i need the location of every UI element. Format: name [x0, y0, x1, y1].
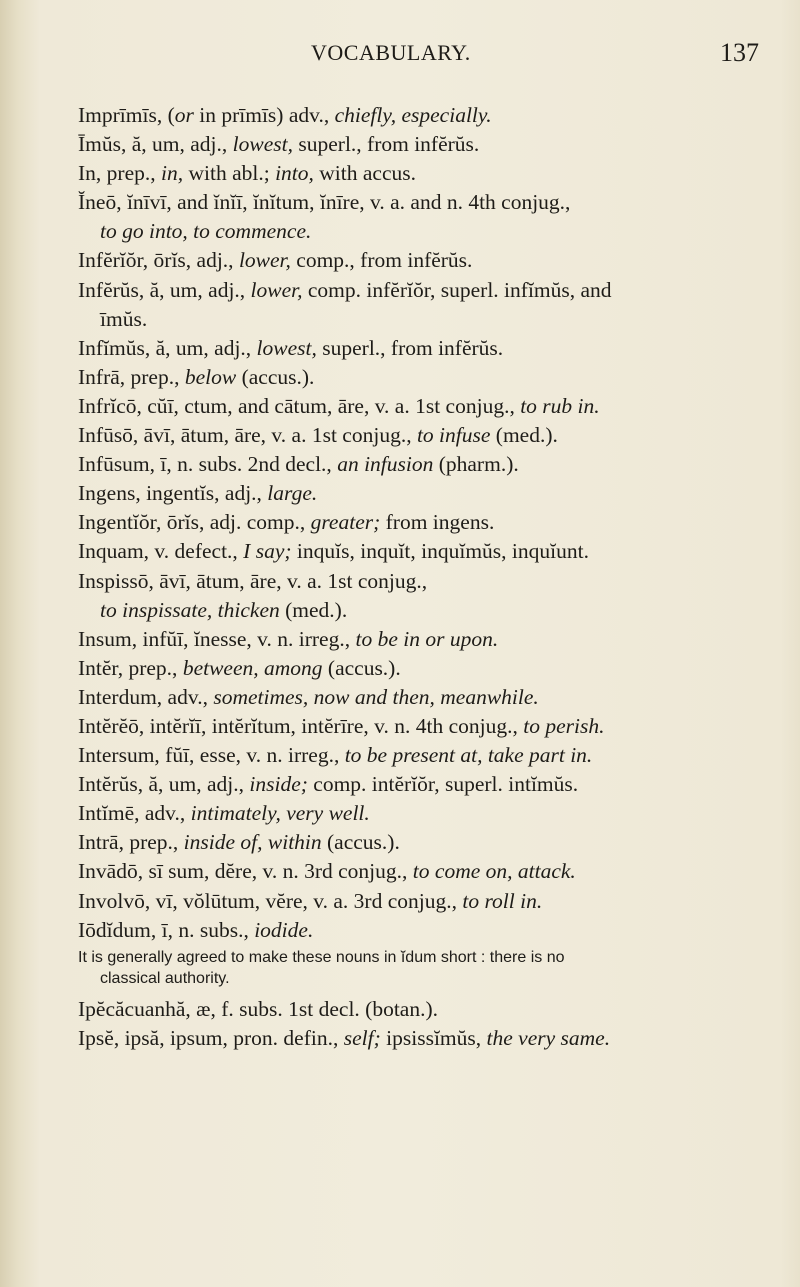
entry-gloss: to be present at, take part in. — [344, 743, 593, 768]
entry-text: Ingentĭŏr, ōrĭs, adj. comp., — [78, 510, 311, 535]
entry-text: Infrĭcō, cŭī, ctum, and cātum, āre, v. a. 1st conjug., — [78, 393, 521, 418]
entry-gloss: intimately, very well. — [190, 801, 370, 826]
entry-gloss: chiefly, especially. — [334, 103, 492, 127]
entry-gloss: to roll in. — [462, 888, 543, 913]
entry-text: Inspissō, āvī, ātum, āre, v. a. 1st conjug., — [78, 568, 428, 593]
entry-gloss: to be in or upon. — [355, 626, 499, 651]
entry-gloss: lowest, — [256, 335, 317, 360]
vocabulary-entry — [78, 916, 768, 945]
entry-text: comp. infĕrĭŏr, superl. infĭmŭs, and — [302, 277, 612, 302]
vocabulary-entry — [78, 654, 768, 683]
entry-gloss: to inspissate, thicken — [100, 597, 280, 622]
vocabulary-entry — [78, 887, 768, 916]
entry-continuation — [78, 596, 768, 625]
vocabulary-entry — [78, 334, 768, 363]
entry-text: inquĭs, inquĭt, inquĭmŭs, inquĭunt. — [291, 539, 589, 564]
vocabulary-entry — [78, 508, 768, 537]
entry-gloss: between, among — [182, 655, 323, 680]
entry-text: Involvō, vī, vŏlūtum, vĕre, v. a. 3rd conjug., — [78, 888, 463, 913]
vocabulary-entry — [78, 799, 768, 828]
entry-gloss: below — [184, 364, 237, 389]
entry-text: (pharm.). — [433, 452, 519, 477]
entry-text: (accus.). — [236, 364, 315, 389]
entry-gloss: lowest, — [232, 132, 293, 157]
entry-text: Ipĕcăcuanhă, æ, f. subs. 1st decl. (botan.). — [78, 996, 439, 1021]
entry-list — [78, 101, 768, 945]
entry-gloss: large. — [267, 481, 318, 506]
entry-gloss: to rub in. — [520, 393, 600, 418]
entry-gloss: sometimes, now and then, meanwhile. — [213, 684, 539, 709]
entry-gloss: the very same. — [486, 1025, 611, 1050]
entry-text: Ipsĕ, ipsă, ipsum, pron. defin., — [78, 1025, 344, 1050]
vocabulary-entry — [78, 995, 768, 1024]
entry-text: Insum, infŭī, ĭnesse, v. n. irreg., — [78, 626, 356, 651]
vocabulary-entry — [78, 567, 768, 596]
entry-list — [78, 995, 768, 1053]
entry-text: Infūsum, ī, n. subs. 2nd decl., — [78, 452, 338, 477]
vocabulary-entry — [78, 479, 768, 508]
vocabulary-entry — [78, 130, 768, 159]
entry-text: from ingens. — [380, 510, 495, 535]
entry-gloss: into, — [275, 161, 314, 186]
vocabulary-entry — [78, 101, 768, 130]
entry-text: Infrā, prep., — [78, 364, 185, 389]
vocabulary-entry — [78, 246, 768, 275]
entry-text: (accus.). — [321, 830, 400, 855]
entry-text: (med.). — [490, 423, 558, 448]
entry-gloss: to perish. — [523, 713, 605, 738]
entry-text: Infĕrĭŏr, ōrĭs, adj., — [78, 248, 239, 273]
entry-gloss: inside; — [249, 772, 308, 797]
entry-gloss: self; — [343, 1025, 381, 1050]
entry-text: Imprīmīs, ( — [78, 103, 175, 127]
entry-text: Ingens, ingentĭs, adj., — [78, 481, 268, 506]
entry-text: Īmŭs, ă, um, adj., — [78, 132, 233, 157]
vocabulary-entry — [78, 363, 768, 392]
vocabulary-entry — [78, 712, 768, 741]
vocabulary-entry — [78, 741, 768, 770]
footnote-line: It is generally agreed to make these nouns in ĭdum short : there is no — [78, 948, 565, 966]
vocabulary-entry — [78, 683, 768, 712]
entry-gloss: lower, — [238, 248, 291, 273]
vocabulary-entry — [78, 1024, 768, 1053]
vocabulary-entry — [78, 450, 768, 479]
entry-text: with abl.; — [183, 161, 276, 186]
vocabulary-entry — [78, 770, 768, 799]
entry-text: Intĕr, prep., — [78, 655, 183, 680]
entry-text: Intrā, prep., — [78, 830, 184, 855]
entry-gloss: iodide. — [254, 917, 314, 942]
entry-text: in prīmīs) adv., — [193, 103, 335, 127]
entry-gloss: to come on, attack. — [412, 859, 576, 884]
entry-gloss: to infuse — [416, 423, 491, 448]
entry-text: Invādō, sī sum, dĕre, v. n. 3rd conjug., — [78, 859, 413, 884]
vocabulary-entry — [78, 276, 768, 305]
vocabulary-entry — [78, 625, 768, 654]
vocabulary-entry — [78, 828, 768, 857]
entry-gloss: to go into, to commence. — [100, 219, 312, 244]
entry-text: ipsissĭmŭs, — [380, 1025, 487, 1050]
page-header — [0, 40, 800, 80]
vocabulary-entry — [78, 159, 768, 188]
entry-text: Intersum, fŭī, esse, v. n. irreg., — [78, 743, 345, 768]
entry-text: Infĭmŭs, ă, um, adj., — [78, 335, 257, 360]
entry-text: comp. intĕrĭŏr, superl. intĭmŭs. — [307, 772, 579, 797]
entry-text: Infĕrŭs, ă, um, adj., — [78, 277, 251, 302]
vocabulary-entry — [78, 857, 768, 886]
entry-gloss: lower, — [250, 277, 303, 302]
entry-text: Intĭmē, adv., — [78, 801, 191, 826]
entry-text: (med.). — [279, 597, 348, 622]
entry-text: Inquam, v. defect., — [78, 539, 244, 564]
running-head: VOCABULARY. — [311, 40, 471, 65]
entry-gloss: an infusion — [337, 452, 434, 477]
entry-continuation — [78, 217, 768, 246]
entry-text: superl., from infĕrŭs. — [316, 335, 504, 360]
entry-gloss: greater; — [310, 510, 381, 535]
entry-text: (accus.). — [322, 655, 401, 680]
footnote-line: classical authority. — [100, 969, 230, 987]
footnote — [78, 947, 768, 989]
entry-text: Intĕrĕō, intĕrĭī, intĕrĭtum, intĕrīre, v. n. 4th conjug., — [78, 713, 524, 738]
entry-text: Iōdĭdum, ī, n. subs., — [78, 917, 255, 942]
entry-text: Infūsō, āvī, ātum, āre, v. a. 1st conjug., — [78, 423, 417, 448]
entry-text: superl., from infĕrŭs. — [293, 132, 480, 157]
entry-text: In, prep., — [78, 161, 161, 186]
vocabulary-entry — [78, 188, 768, 217]
vocabulary-entry — [78, 537, 768, 566]
vocabulary-entry — [78, 421, 768, 450]
entry-text: comp., from infĕrŭs. — [290, 248, 473, 273]
entry-text: with accus. — [313, 161, 416, 186]
entry-gloss: inside of, within — [183, 830, 322, 855]
entry-text: Interdum, adv., — [78, 684, 214, 709]
vocabulary-entry — [78, 392, 768, 421]
entry-gloss: or — [174, 103, 194, 127]
entry-text: īmŭs. — [100, 306, 148, 331]
page-number: 137 — [720, 38, 759, 67]
entry-continuation — [78, 305, 768, 334]
vocabulary-entries — [78, 101, 768, 1053]
entry-text: Intĕrŭs, ă, um, adj., — [78, 772, 250, 797]
entry-text: Ĭneō, ĭnīvī, and ĭnĭī, ĭnĭtum, ĭnīre, v. a. and n. 4th conjug., — [78, 190, 571, 215]
entry-gloss: I say; — [243, 539, 292, 564]
entry-gloss: in, — [161, 161, 184, 186]
